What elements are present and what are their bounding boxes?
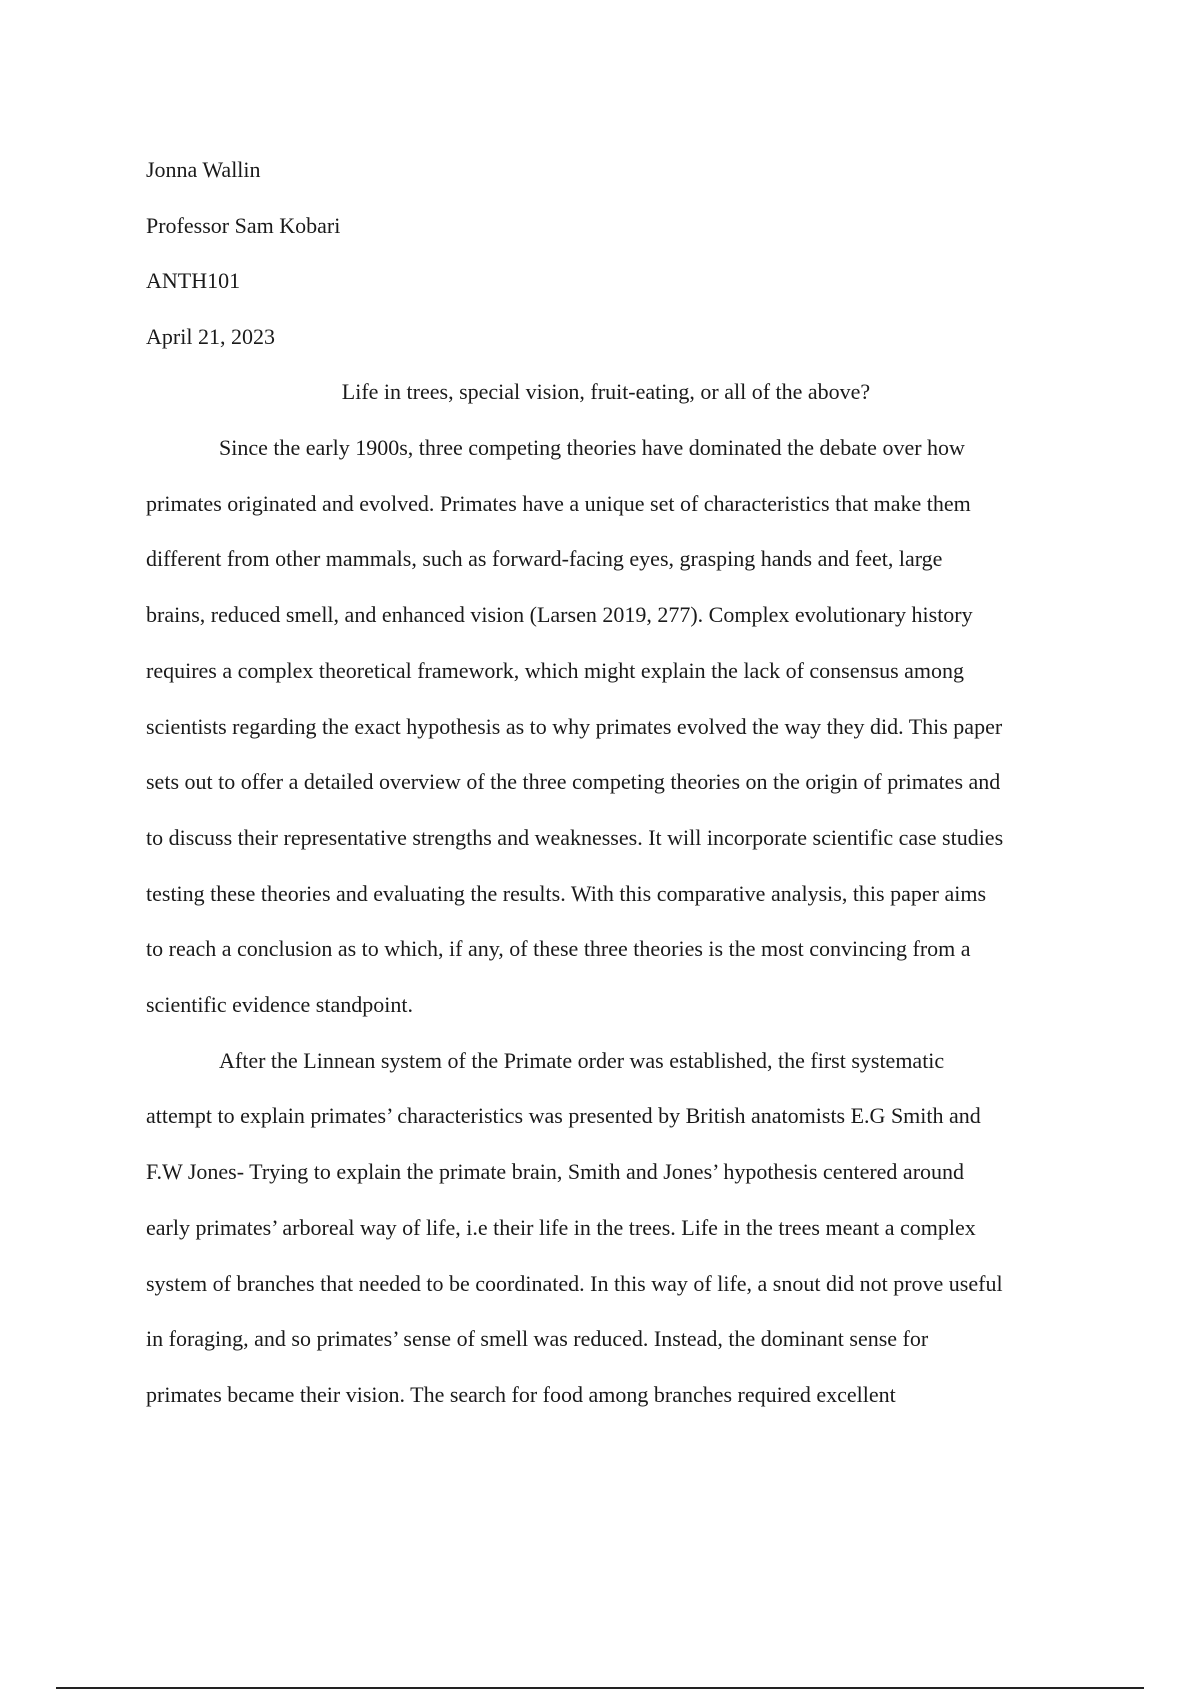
author-name: Jonna Wallin [146, 157, 261, 182]
text-line: F.W Jones- Trying to explain the primate brain, Smith and Jones’ hypothesis centered around [146, 1159, 965, 1185]
paragraph-2 [146, 1033, 1086, 1423]
text-line: primates originated and evolved. Primates have a unique set of characteristics that make them [146, 490, 971, 516]
text-line: After the Linnean system of the Primate order was established, the first systematic [219, 1047, 945, 1073]
course-code: ANTH101 [146, 268, 241, 293]
text-line: different from other mammals, such as forward-facing eyes, grasping hands and feet, large [146, 546, 943, 572]
page-bottom-rule [56, 1687, 1144, 1689]
instructor-name: Professor Sam Kobari [146, 212, 341, 238]
text-line: testing these theories and evaluating the results. With this comparative analysis, this paper aims [146, 880, 987, 906]
text-line: to discuss their representative strengths and weaknesses. It will incorporate scientific case studies [146, 824, 1004, 850]
text-line: scientific evidence standpoint. [146, 992, 413, 1018]
text-line: system of branches that needed to be coordinated. In this way of life, a snout did not prove useful [146, 1270, 1003, 1296]
text-line: Since the early 1900s, three competing theories have dominated the debate over how [219, 435, 965, 460]
text-line: attempt to explain primates’ characteristics was presented by British anatomists E.G Smith and [146, 1103, 981, 1129]
text-line: primates became their vision. The search for food among branches required excellent [146, 1381, 896, 1407]
text-line: brains, reduced smell, and enhanced vision (Larsen 2019, 277). Complex evolutionary history [146, 602, 973, 628]
text-line: early primates’ arboreal way of life, i.e their life in the trees. Life in the trees meant a complex [146, 1214, 976, 1240]
text-line: requires a complex theoretical framework, which might explain the lack of consensus among [146, 657, 965, 683]
body-text [146, 420, 1086, 1423]
paragraph-1 [146, 420, 1086, 1033]
text-line: sets out to offer a detailed overview of the three competing theories on the origin of primates and [146, 769, 1001, 795]
paper-title: Life in trees, special vision, fruit-eating, or all of the above? [341, 379, 871, 404]
text-line: scientists regarding the exact hypothesis as to why primates evolved the way they did. This paper [146, 713, 1003, 739]
text-line: in foraging, and so primates’ sense of smell was reduced. Instead, the dominant sense for [146, 1326, 929, 1352]
paper-date: April 21, 2023 [146, 323, 275, 349]
text-line: to reach a conclusion as to which, if any, of these three theories is the most convincing from a [146, 936, 971, 962]
paper-heading [146, 142, 1066, 364]
